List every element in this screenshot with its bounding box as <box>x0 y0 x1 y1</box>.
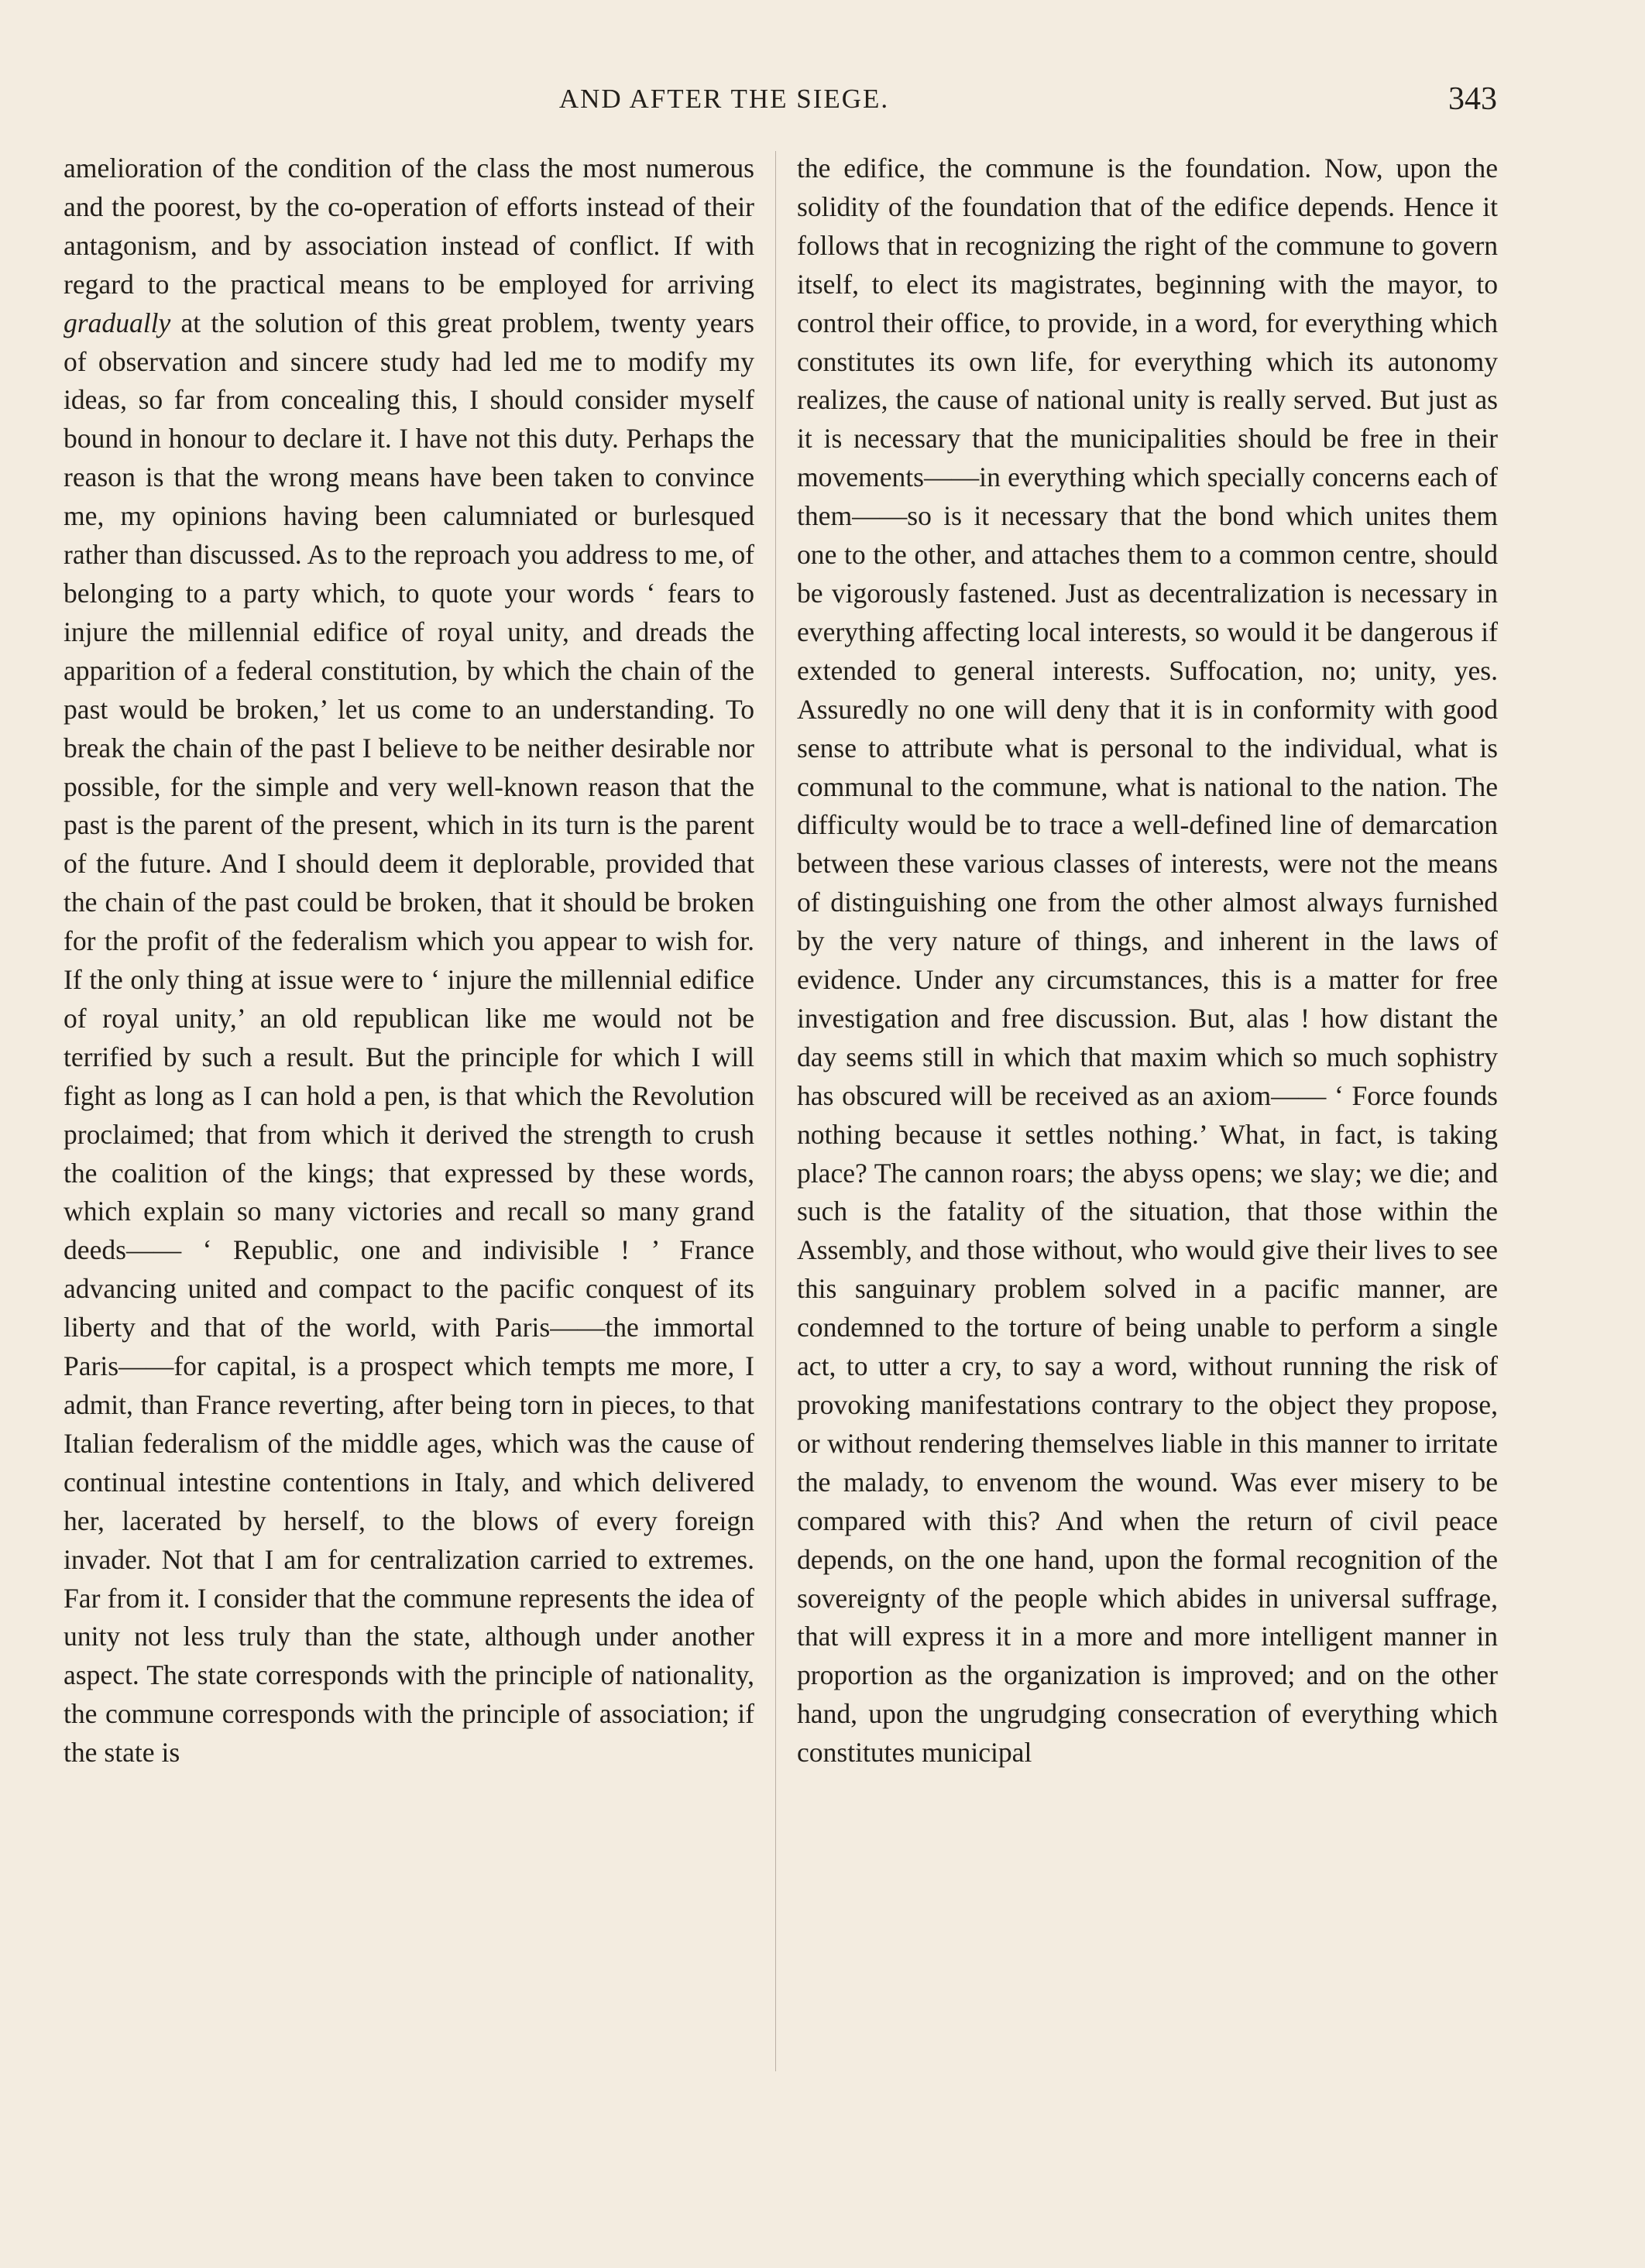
italic-emphasis: gradually <box>64 307 171 338</box>
left-column <box>64 149 754 2132</box>
page-number: 343 <box>1448 81 1497 117</box>
running-title: AND AFTER THE SIEGE. <box>558 84 890 114</box>
column-divider <box>775 151 776 2071</box>
right-column <box>797 149 1498 2132</box>
left-text-part-1: amelioration of the condition of the class the most numerous and the poorest, by the co-operation of efforts instead of their antagonism, and by association instead of conflict. If with regard to the practical means to be employed for arriving <box>64 153 754 300</box>
left-column-text <box>64 149 754 1772</box>
right-column-text: the edifice, the commune is the foundation. Now, upon the solidity of the foundation that of the edifice depends. Hence it follows that in recognizing the right of the commune to govern itself, to elect its magistrates, beginning with the mayor, to control their office, to provide, in a word, for everything which constitutes its own life, for everything which its autonomy realizes, the cause of national unity is really served. But just as it is necessary that the municipalities should be free in their movements——in everything which specially concerns each of them——so is it necessary that the bond which unites them one to the other, and attaches them to a common centre, should be vigorously fastened. Just as decentralization is necessary in everything affecting local interests, so would it be dangerous if extended to general interests. Suffocation, no; unity, yes. Assuredly no one will deny that it is in conformity with good sense to attribute what is personal to the individual, what is communal to the commune, what is national to the nation. The difficulty would be to trace a well-defined line of demarcation between these various classes of interests, were not the means of distinguishing one from the other almost always furnished by the very nature of things, and inherent in the laws of evidence. Under any circumstances, this is a matter for free investigation and free discussion. But, alas ! how distant the day seems still in which that maxim which so much sophistry has obscured will be received as an axiom—— ‘ Force founds nothing because it settles nothing.’ What, in fact, is taking place? The cannon roars; the abyss opens; we slay; we die; and such is the fatality of the situation, that those within the Assembly, and those without, who would give their lives to see this sanguinary problem solved in a pacific manner, are condemned to the torture of being unable to perform a single act, to utter a cry, to say a word, without running the risk of provoking manifestations contrary to the object they propose, or without rendering themselves liable in this manner to irritate the malady, to envenom the wound. Was ever misery to be compared with this? And when the return of civil peace depends, on the one hand, upon the formal recognition of the sovereignty of the people which abides in universal suffrage, that will express it in a more and more intelligent manner in proportion as the organization is improved; and on the other hand, upon the ungrudging consecration of everything which constitutes municipal <box>797 153 1498 1769</box>
running-header <box>58 81 1497 130</box>
left-text-part-2: at the solution of this great problem, twenty years of observation and sincere study had led me to modify my ideas, so far from concealing this, I should consider myself bound in honour to declare it. I have not this duty. Perhaps the reason is that the wrong means have been taken to convince me, my opinions having been calumniated or burlesqued rather than discussed. As to the reproach you address to me, of belonging to a party which, to quote your words ‘ fears to injure the millennial edifice of royal unity, and dreads the apparition of a federal constitution, by which the chain of the past would be broken,’ let us come to an understanding. To break the chain of the past I believe to be neither desirable nor possible, for the simple and very well-known reason that the past is the parent of the present, which in its turn is the parent of the future. And I should deem it deplorable, provided that the chain of the past could be broken, that it should be broken for the profit of the federalism which you appear to wish for. If the only thing at issue were to ‘ injure the millennial edifice of royal unity,’ an old republican like me would not be terrified by such a result. But the principle for which I will fight as long as I can hold a pen, is that which the Revolution proclaimed; that from which it derived the strength to crush the coalition of the kings; that expressed by these words, which explain so many victories and recall so many grand deeds—— ‘ Republic, one and indivisible ! ’ France advancing united and compact to the pacific conquest of its liberty and that of the world, with Paris——the immortal Paris——for capital, is a prospect which tempts me more, I admit, than France reverting, after being torn in pieces, to that Italian federalism of the middle ages, which was the cause of continual intestine contentions in Italy, and which delivered her, lacerated by herself, to the blows of every foreign invader. Not that I am for centralization carried to extremes. Far from it. I consider that the commune represents the idea of unity not less truly than the state, although under another aspect. The state corresponds with the principle of nationality, the commune corresponds with the principle of association; if the state is <box>64 307 754 1769</box>
